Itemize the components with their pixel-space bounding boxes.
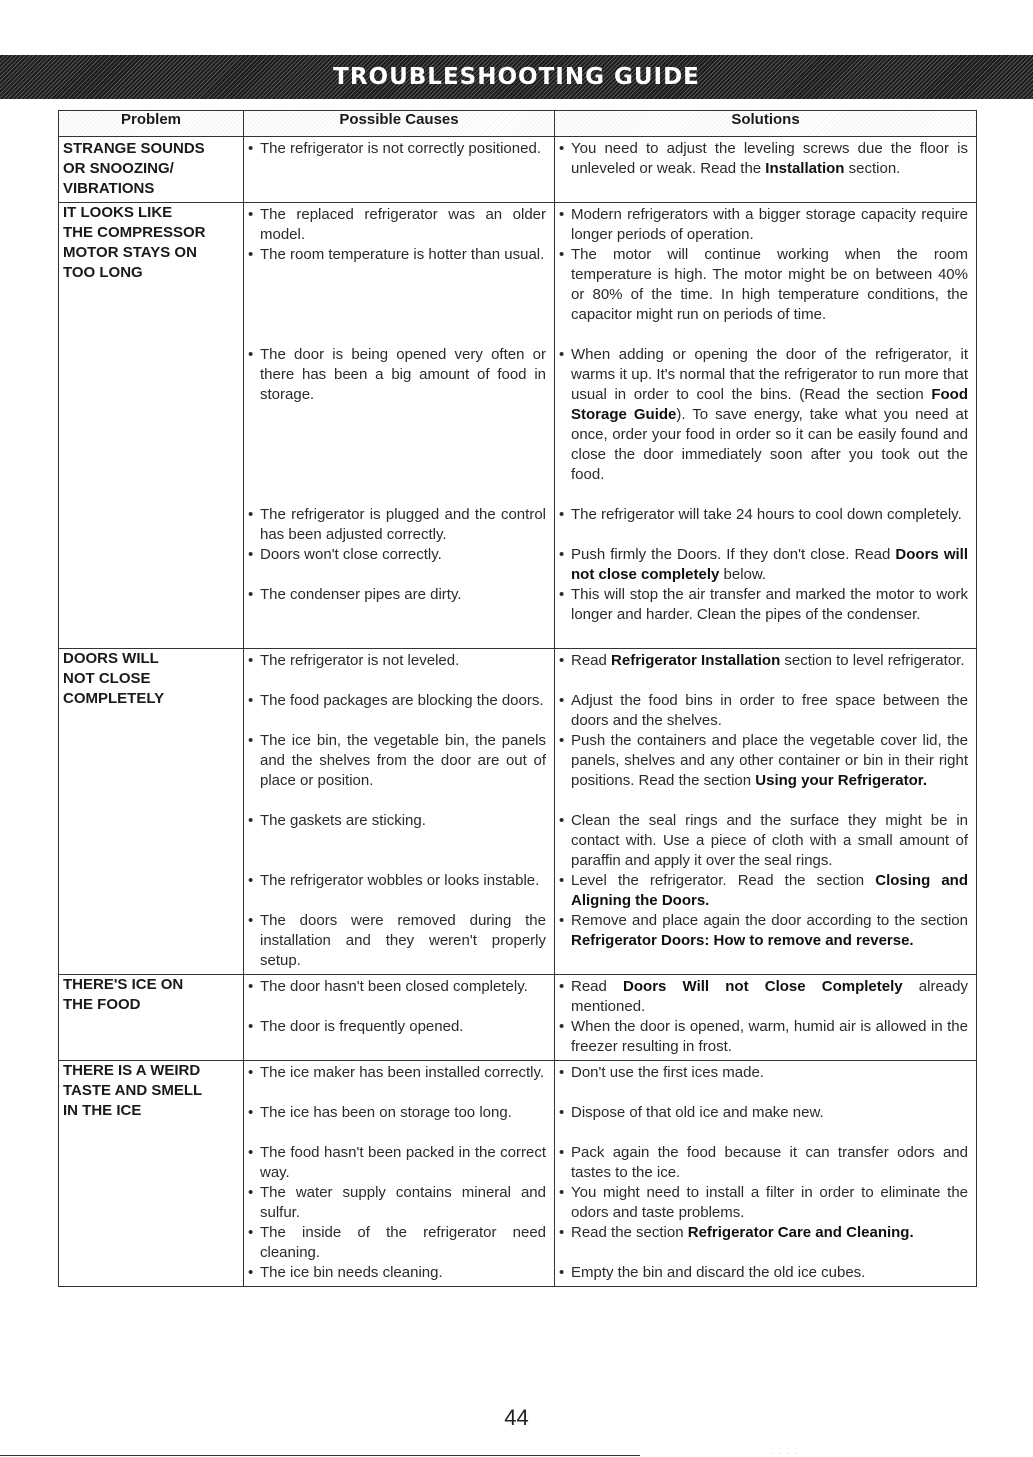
causes-cell [244,137,555,203]
problem-cell: THERE IS A WEIRD TASTE AND SMELL IN THE ICE [59,1061,244,1287]
cause-item: • The door hasn't been closed completely. [248,978,528,995]
cause-item: • The ice bin needs cleaning. [248,1264,443,1281]
solution-item: • Level the refrigerator. Read the section Closing and Aligning the Doors. [559,872,968,909]
table-row [59,1061,977,1287]
causes-cell [244,1061,555,1287]
problem-cell: THERE'S ICE ON THE FOOD [59,975,244,1061]
table-row [59,649,977,975]
column-header-causes: Possible Causes [244,111,555,137]
cause-item: • The room temperature is hotter than usual. [248,246,545,263]
problem-cell: STRANGE SOUNDS OR SNOOZING/ VIBRATIONS [59,137,244,203]
table-row [59,203,977,649]
solution-item: • Don't use the first ices made. [559,1064,764,1081]
cause-item: • The refrigerator wobbles or looks instable. [248,872,540,889]
solution-item: • Remove and place again the door according to the section Refrigerator Doors: How to remove and reverse. [559,912,968,949]
solutions-cell [555,649,977,975]
solutions-cell [555,1061,977,1287]
solution-item: • Read Refrigerator Installation section to level refrigerator. [559,652,965,669]
solution-item: • This will stop the air transfer and marked the motor to work longer and harder. Clean the pipes of the condenser. [559,586,968,623]
solution-item: • Modern refrigerators with a bigger storage capacity require longer periods of operation. [559,206,968,243]
solution-item: • Pack again the food because it can transfer odors and tastes to the ice. [559,1144,968,1181]
title-banner [0,55,1033,99]
solutions-cell [555,975,977,1061]
cause-item: • The inside of the refrigerator need cleaning. [248,1224,546,1261]
solution-item: • Dispose of that old ice and make new. [559,1104,824,1121]
solution-item: • Read the section Refrigerator Care and Cleaning. [559,1224,914,1241]
causes-cell [244,203,555,649]
cause-item: • The condenser pipes are dirty. [248,586,462,603]
cause-item: • The doors were removed during the installation and they weren't properly setup. [248,912,546,969]
solution-item: • You might need to install a filter in order to eliminate the odors and taste problems. [559,1184,968,1221]
cause-item: • The ice has been on storage too long. [248,1104,512,1121]
solutions-cell [555,137,977,203]
problem-cell: IT LOOKS LIKE THE COMPRESSOR MOTOR STAYS ON TOO LONG [59,203,244,649]
solution-item: • Clean the seal rings and the surface they might be in contact with. Use a piece of cloth with a small amount of paraffin and apply it over the seal rings. [559,812,968,869]
cause-item: • The refrigerator is not correctly positioned. [248,140,541,157]
cause-item: • Doors won't close correctly. [248,546,442,563]
solution-item: • Adjust the food bins in order to free space between the doors and the shelves. [559,692,968,729]
solution-item: • Push firmly the Doors. If they don't close. Read Doors will not close completely below. [559,546,968,583]
causes-cell [244,975,555,1061]
cause-item: • The refrigerator is not leveled. [248,652,460,669]
page-title: TROUBLESHOOTING GUIDE [333,64,700,90]
table-row [59,975,977,1061]
solution-item: • The motor will continue working when the room temperature is high. The motor might be on between 40% or 80% of the time. In high temperature conditions, the capacitor might run on periods of time. [559,246,968,323]
solution-item: • The refrigerator will take 24 hours to cool down completely. [559,506,962,523]
page-number: 44 [504,1405,529,1430]
cause-item: • The water supply contains mineral and sulfur. [248,1184,546,1221]
table-row [59,137,977,203]
cause-item: • The door is being opened very often or there has been a big amount of food in storage. [248,346,546,403]
cause-item: • The food packages are blocking the doors. [248,692,544,709]
solutions-cell [555,203,977,649]
solution-item: • When the door is opened, warm, humid air is allowed in the freezer resulting in frost. [559,1018,968,1055]
cause-item: • The food hasn't been packed in the correct way. [248,1144,546,1181]
footer-mark: · · · · [772,1451,799,1457]
cause-item: • The door is frequently opened. [248,1018,464,1035]
cause-item: • The ice bin, the vegetable bin, the panels and the shelves from the door are out of place or position. [248,732,546,789]
solution-item: • When adding or opening the door of the refrigerator, it warms it up. It's normal that the refrigerator to run more that usual in order to cool the bins. (Read the section Food Storage Guide). To save energy, take what you need at once, order your food in order so it can be easily found and close the door immediately soon after you took out the food. [559,346,968,483]
solution-item: • Read Doors Will not Close Completely already mentioned. [559,978,968,1015]
footer-rule [0,1455,640,1456]
cause-item: • The gaskets are sticking. [248,812,426,829]
cause-item: • The replaced refrigerator was an older model. [248,206,546,243]
table-header-row [59,111,977,137]
cause-item: • The refrigerator is plugged and the control has been adjusted correctly. [248,506,546,543]
causes-cell [244,649,555,975]
cause-item: • The ice maker has been installed correctly. [248,1064,545,1081]
troubleshooting-table [58,110,977,1287]
solution-item: • Empty the bin and discard the old ice cubes. [559,1264,866,1281]
column-header-solutions: Solutions [555,111,977,137]
solution-item: • You need to adjust the leveling screws due the floor is unleveled or weak. Read the Installation section. [559,140,968,177]
problem-cell: DOORS WILL NOT CLOSE COMPLETELY [59,649,244,975]
column-header-problem: Problem [59,111,244,137]
solution-item: • Push the containers and place the vegetable cover lid, the panels, shelves and any other container or bin in their right positions. Read the section Using your Refrigerator. [559,732,968,789]
